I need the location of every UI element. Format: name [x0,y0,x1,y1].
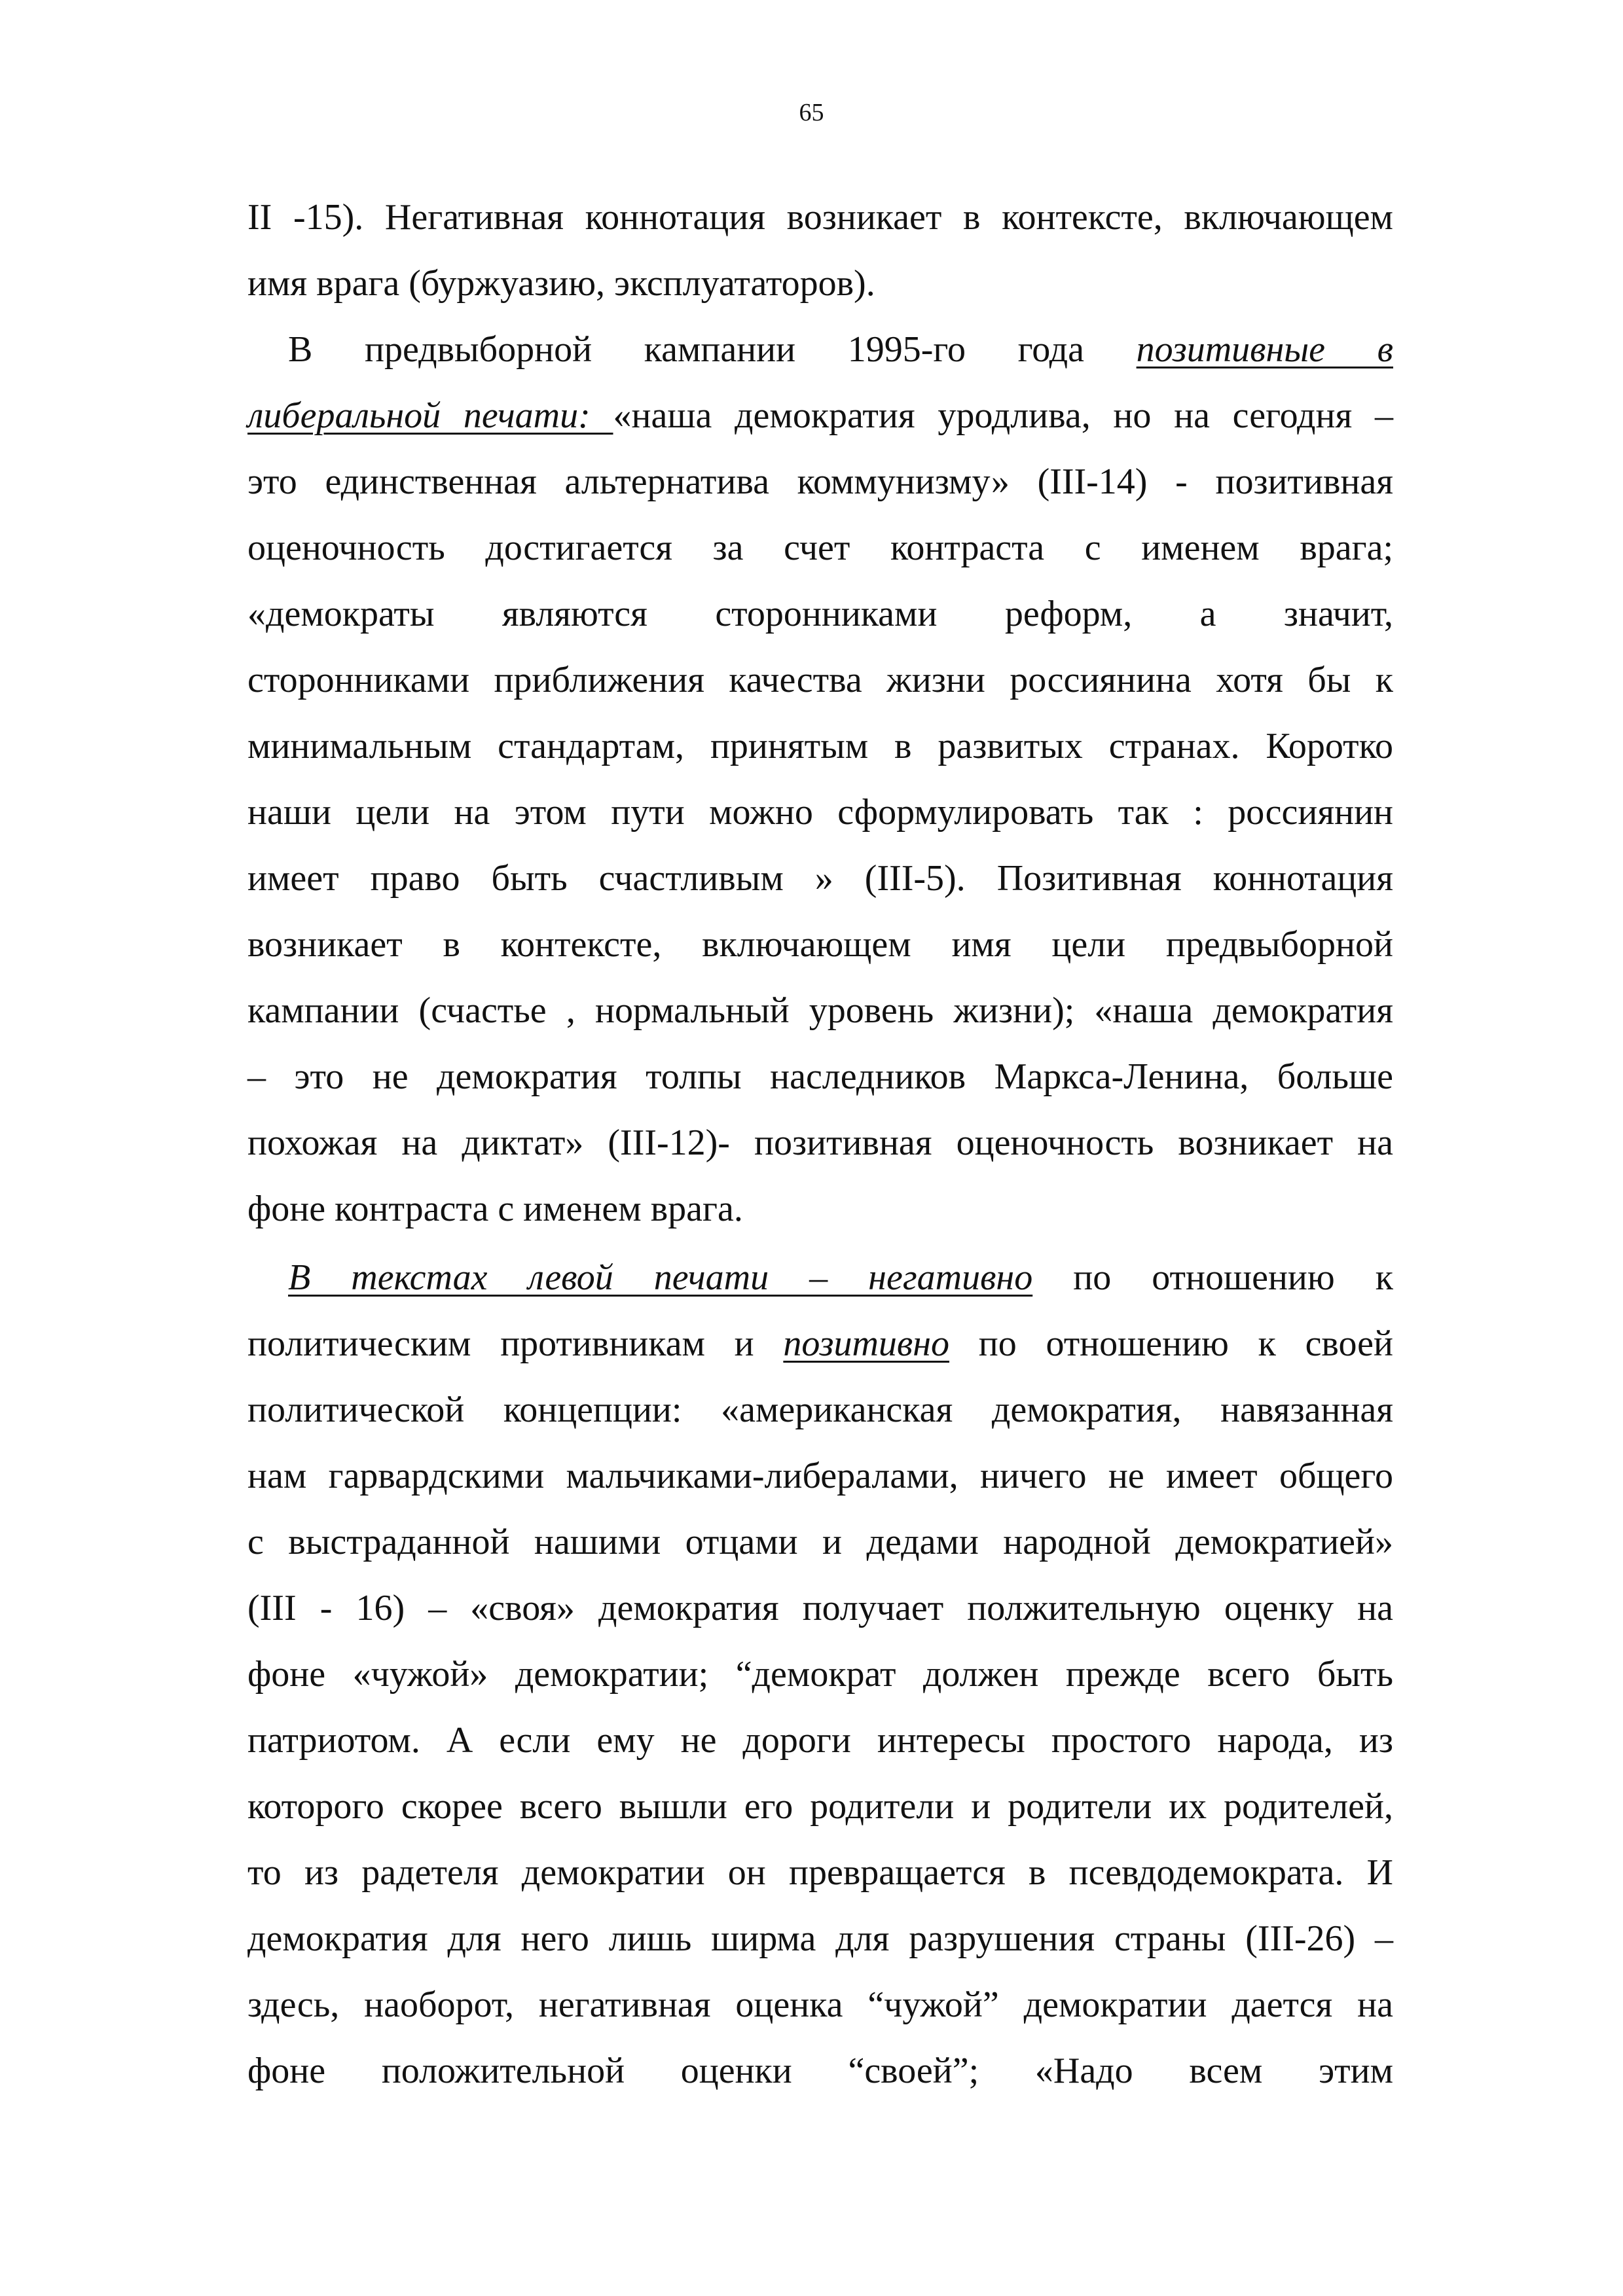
plain-text: В предвыборной кампании 1995-го года [288,329,1137,370]
text-line: демократия для него лишь ширма для разрушения страны (III-26) – [247,1918,1393,1959]
plain-text: по отношению к [1073,1257,1393,1298]
text-line: с выстраданной нашими отцами и дедами народной демократией» [247,1522,1393,1562]
text-line: кампании (счастье , нормальный уровень жизни); «наша демократия [247,990,1393,1031]
text-line: фоне положительной оценки “своей”; «Надо всем этим [247,2051,1393,2091]
text-line: – это не демократия толпы наследников Маркса-Ленина, больше [247,1056,1393,1097]
text-line: которого скорее всего вышли его родители и родители их родителей, [247,1786,1393,1827]
text-line: «демократы являются сторонниками реформ, а значит, [247,594,1393,634]
text-line [247,1245,1393,1311]
text-line: патриотом. А если ему не дороги интересы простого народа, из [247,1720,1393,1761]
paragraph-2 [247,317,1393,1242]
text-line: наши цели на этом пути можно сформулировать так : россиянин [247,792,1393,833]
text-line: имеет право быть счастливым » (III-5). Позитивная коннотация [247,858,1393,899]
plain-text: «наша демократия уродлива, но на сегодня – [613,395,1393,436]
paragraph-1 [247,185,1393,317]
text-line [247,383,1393,449]
emphasis-text: позитивно [783,1323,949,1364]
text-line: имя врага (буржуазию, эксплуататоров). [247,263,875,304]
text-line [247,1311,1393,1377]
text-line: это единственная альтернатива коммунизму» (III-14) - позитивная [247,461,1393,502]
text-line: здесь, наоборот, негативная оценка “чужой” демократии дается на [247,1984,1393,2025]
text-line: сторонниками приближения качества жизни россиянина хотя бы к [247,660,1393,700]
text-line: то из радетеля демократии он превращается в псевдодемократа. И [247,1852,1393,1893]
text-line: политической концепции: «американская демократия, навязанная [247,1390,1393,1430]
paragraph-3 [247,1245,1393,2104]
emphasis-text: либеральной печати: [247,395,613,436]
text-line: нам гарвардскими мальчиками-либералами, ничего не имеет общего [247,1456,1393,1496]
text-line: минимальным стандартам, принятым в развитых странах. Коротко [247,726,1393,766]
text-line: фоне «чужой» демократии; “демократ должен прежде всего быть [247,1654,1393,1695]
plain-text: по отношению к своей [949,1323,1393,1364]
text-line: фоне контраста с именем врага. [247,1189,743,1229]
text-line: II -15). Негативная коннотация возникает в контексте, включающем [247,197,1393,238]
page-number: 65 [799,99,824,126]
text-line [247,317,1393,383]
text-line: оценочность достигается за счет контраста с именем врага; [247,528,1393,568]
emphasis-text: позитивные в [1136,329,1393,370]
emphasis-text: В текстах левой печати – негативно [288,1257,1033,1298]
text-line: похожая на диктат» (III-12)- позитивная оценочность возникает на [247,1122,1393,1163]
plain-text: политическим противникам и [247,1323,784,1364]
text-line: возникает в контексте, включающем имя цели предвыборной [247,924,1393,965]
text-line: (III - 16) – «своя» демократия получает полжительную оценку на [247,1588,1393,1628]
